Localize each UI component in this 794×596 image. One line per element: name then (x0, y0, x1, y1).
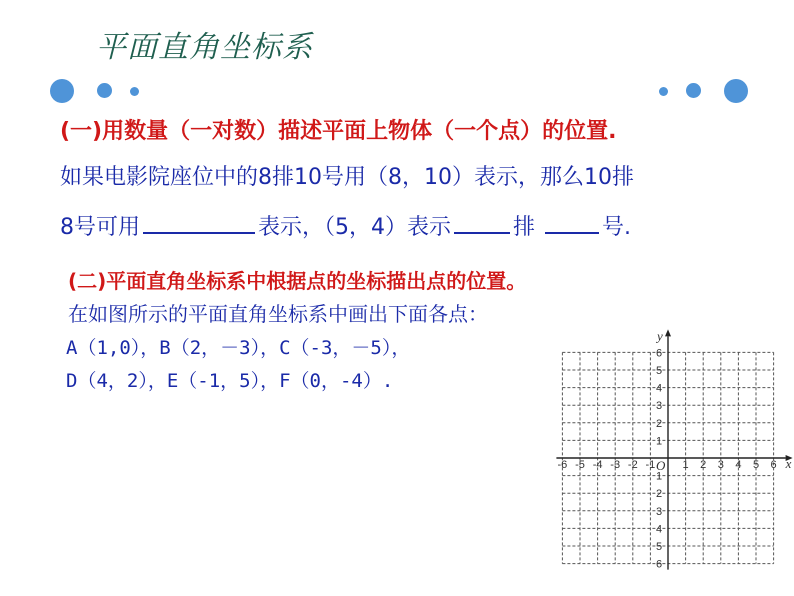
x-tick-label: -6 (557, 459, 568, 471)
part1-line2-mid1: 表示，（5，4）表示 (258, 215, 451, 240)
part1-line2-mid2: 排 (513, 215, 536, 240)
y-tick-label: 5 (655, 365, 663, 377)
y-axis-arrow (665, 329, 671, 336)
y-tick-label: 3 (655, 505, 663, 518)
x-tick-label: 5 (752, 459, 760, 471)
y-tick-label: 6 (655, 558, 663, 571)
y-tick-label: 2 (655, 417, 663, 430)
part2-heading-prefix: (二) (68, 269, 107, 293)
page-title: 平面直角坐标系 (96, 30, 313, 65)
part1-line1: 如果电影院座位中的8排10号用（8，10）表示，那么10排 (60, 165, 634, 190)
y-tick-label: 2 (655, 488, 663, 501)
points-line-1: A（1,0），B（2，－3），C（-3，－5）， (66, 337, 411, 359)
x-tick-label: -1 (645, 459, 656, 471)
y-tick-label: 6 (655, 347, 663, 360)
y-tick-label: 1 (655, 435, 663, 448)
x-tick-label: -5 (575, 459, 585, 471)
points-line-2: D（4，2），E（-1，5），F（0，-4）. (66, 370, 394, 392)
origin-label: O (656, 458, 666, 473)
y-tick-label: 1 (655, 470, 663, 483)
part2-instruction: 在如图所示的平面直角坐标系中画出下面各点： (68, 302, 488, 326)
y-tick-label: 3 (655, 400, 663, 413)
part1-line2-end: 号. (602, 215, 632, 240)
x-tick-label: 4 (735, 459, 742, 471)
x-tick-label: 6 (770, 459, 777, 471)
x-tick-label: 3 (717, 459, 724, 471)
x-axis-label: x (785, 456, 792, 471)
x-tick-label: 2 (700, 459, 707, 471)
x-tick-label: 1 (682, 459, 689, 471)
y-tick-label: 4 (655, 382, 663, 395)
part1-heading-text: 用数量（一对数）描述平面上物体（一个点）的位置. (102, 119, 617, 144)
y-tick-label: 5 (655, 541, 663, 553)
part2-heading-text: 平面直角坐标系中根据点的坐标描出点的位置。 (106, 269, 527, 293)
y-tick-label: 4 (655, 523, 663, 536)
x-tick-label: -2 (627, 459, 638, 471)
part1-line2-start: 8号可用 (60, 215, 140, 240)
x-tick-label: -4 (592, 459, 603, 471)
x-tick-label: -3 (610, 459, 621, 471)
y-axis-label: y (657, 328, 663, 344)
part1-heading-prefix: (一) (60, 119, 103, 144)
